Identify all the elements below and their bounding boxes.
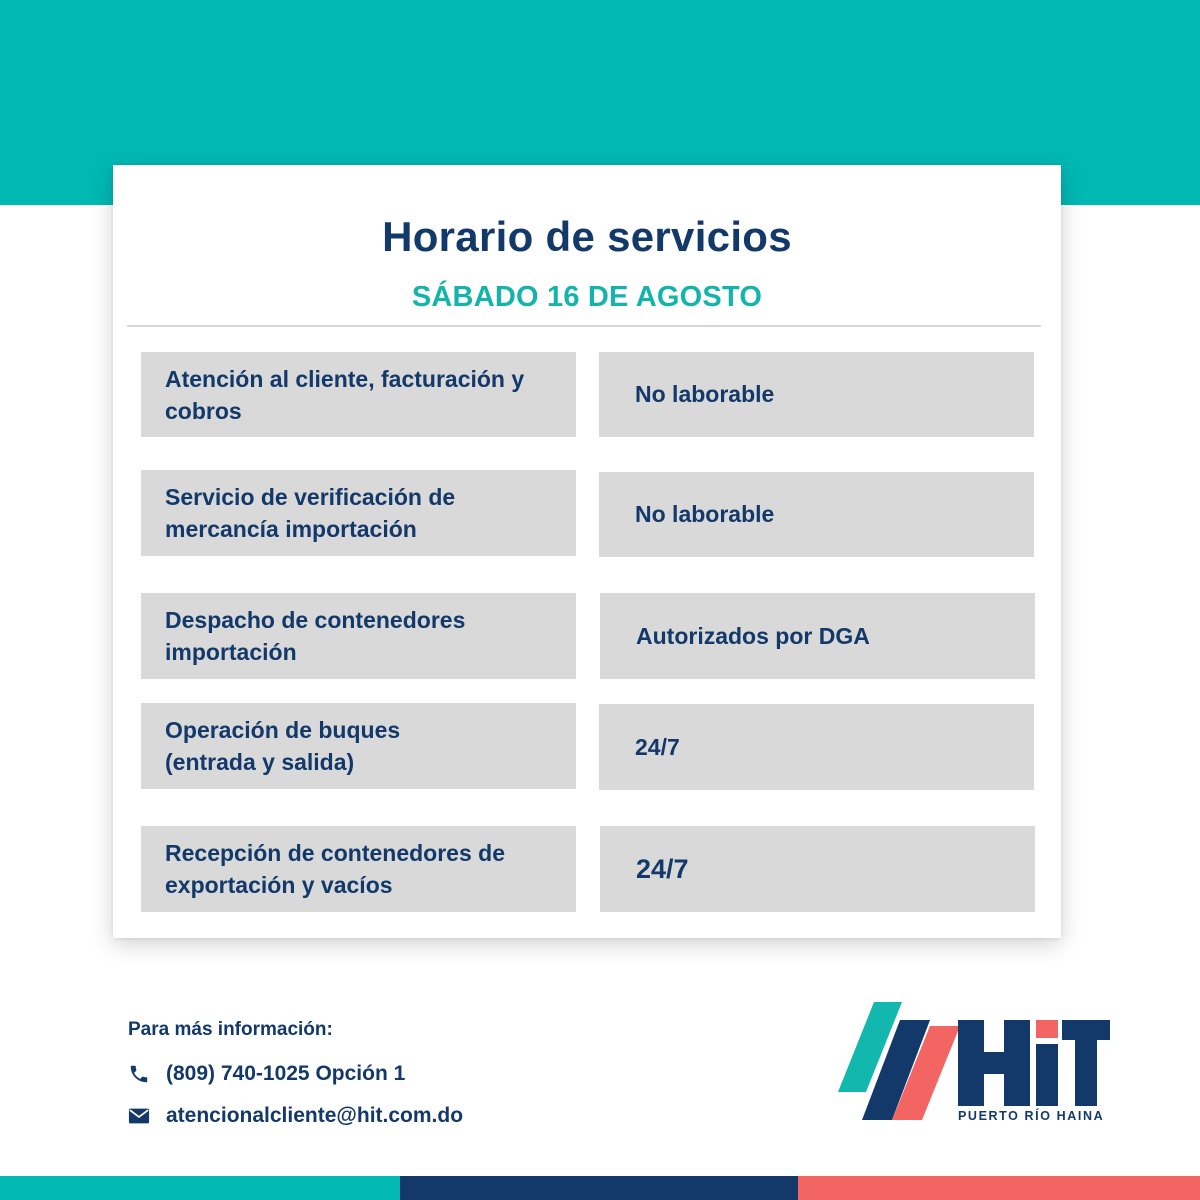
service-label: Atención al cliente, facturación y cobros bbox=[165, 365, 525, 424]
service-label-cell bbox=[141, 470, 576, 556]
email-address: atencionalcliente@hit.com.do bbox=[166, 1104, 464, 1127]
service-label-cell bbox=[141, 593, 576, 679]
service-label-cell bbox=[141, 352, 576, 437]
service-status: 24/7 bbox=[636, 853, 689, 884]
phone-icon bbox=[128, 1063, 150, 1085]
phone-row[interactable] bbox=[128, 1062, 405, 1086]
service-status: 24/7 bbox=[635, 733, 680, 760]
phone-number: (809) 740-1025 Opción 1 bbox=[166, 1062, 406, 1085]
service-label: Operación de buques (entrada y salida) bbox=[165, 717, 401, 775]
service-label-cell bbox=[141, 703, 576, 789]
logo-tagline: PUERTO RÍO HAINA bbox=[958, 1109, 1105, 1123]
envelope-icon bbox=[128, 1105, 150, 1127]
service-status-cell bbox=[599, 352, 1034, 437]
divider bbox=[127, 325, 1041, 327]
service-status: No laborable bbox=[635, 381, 775, 407]
contact-heading: Para más información: bbox=[128, 1019, 333, 1040]
email-row[interactable] bbox=[128, 1104, 463, 1128]
service-label-cell bbox=[141, 826, 576, 912]
service-label: Recepción de contenedores de exportación y vacíos bbox=[165, 840, 505, 898]
bottom-stripe-coral bbox=[798, 1176, 1200, 1200]
service-label: Servicio de verificación de mercancía importación bbox=[165, 484, 456, 542]
bottom-stripe-navy bbox=[400, 1176, 798, 1200]
service-status-cell bbox=[600, 593, 1035, 679]
service-status: Autorizados por DGA bbox=[636, 622, 870, 649]
hit-logo bbox=[838, 998, 1118, 1128]
schedule-card bbox=[113, 165, 1061, 938]
service-status: No laborable bbox=[635, 501, 775, 527]
service-status-cell bbox=[599, 704, 1034, 790]
bottom-stripe-teal bbox=[0, 1176, 400, 1200]
service-status-cell bbox=[600, 826, 1035, 912]
date-subtitle: SÁBADO 16 DE AGOSTO bbox=[411, 281, 763, 313]
service-label: Despacho de contenedores importación bbox=[165, 607, 466, 665]
service-status-cell bbox=[599, 472, 1034, 557]
page-title: Horario de servicios bbox=[382, 213, 792, 260]
